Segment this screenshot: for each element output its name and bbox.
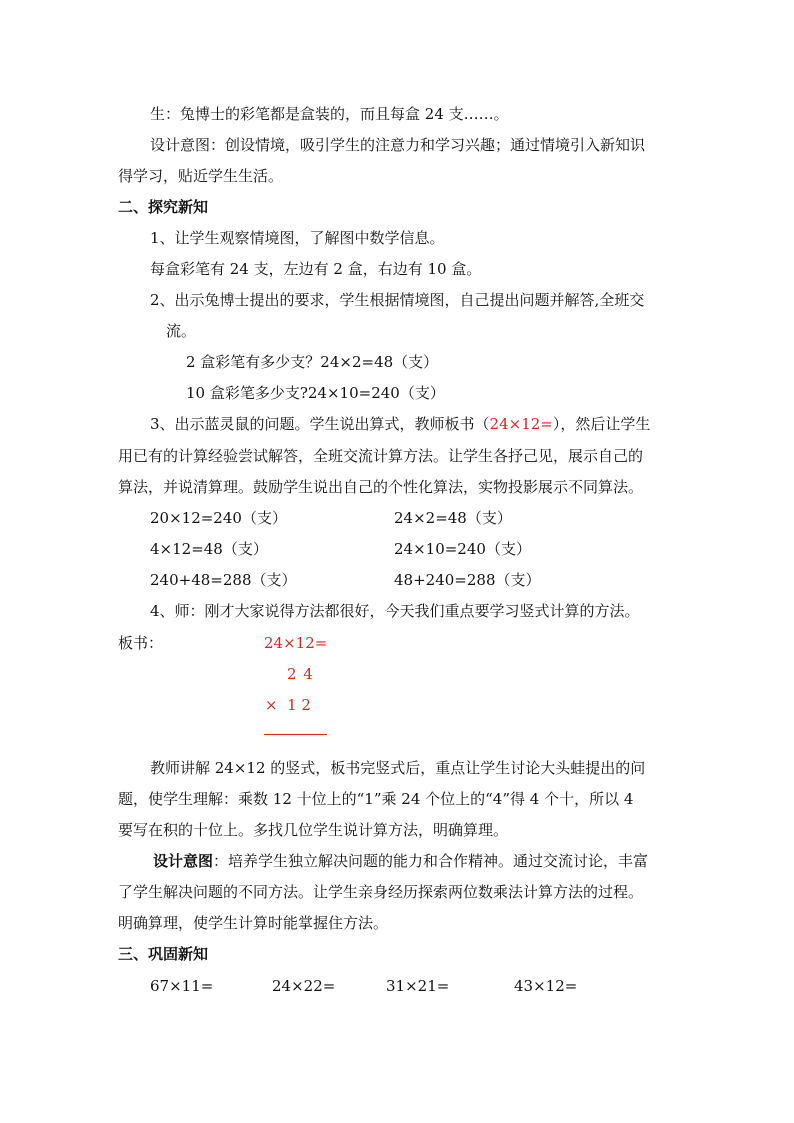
vertical-underline — [264, 734, 327, 735]
step3-line1 — [150, 414, 650, 434]
step2-line2: 流。 — [166, 322, 197, 340]
exercise-1: 67×11= — [150, 977, 214, 995]
step1: 1、让学生观察情境图，了解图中数学信息。 — [150, 229, 445, 247]
intro-line: 生：兔博士的彩笔都是盒装的，而且每盒 24 支……。 — [150, 105, 509, 123]
section2-heading: 二、探究新知 — [118, 198, 209, 216]
step3-line2: 用已有的计算经验尝试解答，全班交流计算方法。让学生各抒己见，展示自己的 — [118, 447, 644, 465]
step3-line1-a: 3、出示蓝灵鼠的问题。学生说出算式，教师板书（ — [150, 415, 490, 433]
exercise-2: 24×22= — [272, 977, 336, 995]
explain-line3: 要写在积的十位上。多找几位学生说计算方法，明确算理。 — [118, 821, 509, 839]
step1-info: 每盒彩笔有 24 支，左边有 2 盒，右边有 10 盒。 — [150, 260, 482, 278]
explain-line1: 教师讲解 24×12 的竖式，板书完竖式后，重点让学生讨论大头蛙提出的问 — [150, 759, 646, 777]
explain-line2: 题，使学生理解：乘数 12 十位上的“1”乘 24 个位上的“4”得 4 个十，所以 4 — [118, 790, 634, 808]
method-row3-right: 48+240=288（支） — [394, 571, 541, 589]
exercise-3: 31×21= — [386, 977, 450, 995]
exercise-4: 43×12= — [514, 977, 578, 995]
step2-line1: 2、出示兔博士提出的要求，学生根据情境图，自己提出问题并解答,全班交 — [150, 291, 645, 309]
method-row1-right: 24×2=48（支） — [394, 509, 512, 527]
vertical-top-number: 2 4 — [287, 665, 314, 683]
design-intent-2-line3: 明确算理，使学生计算时能掌握住方法。 — [118, 914, 389, 932]
question-2: 10 盒彩笔多少支?24×10=240（支） — [186, 384, 445, 402]
design-intent-1-line2: 得学习，贴近学生生活。 — [118, 167, 284, 185]
design-intent-2-line1 — [153, 851, 648, 871]
section3-heading: 三、巩固新知 — [118, 945, 209, 963]
design-intent-1-line1: 设计意图：创设情境，吸引学生的注意力和学习兴趣；通过情境引入新知识 — [150, 136, 646, 154]
method-row1-left: 20×12=240（支） — [150, 509, 287, 527]
method-row2-left: 4×12=48（支） — [150, 540, 268, 558]
step3-line3: 算法，并说清算理。鼓励学生说出自己的个性化算法，实物投影展示不同算法。 — [118, 478, 644, 496]
design-intent-2-label: 设计意图 — [153, 852, 214, 870]
design-intent-2-line1-rest: ：培养学生独立解决问题的能力和合作精神。通过交流讨论，丰富 — [213, 852, 649, 870]
method-row3-left: 240+48=288（支） — [150, 571, 297, 589]
step3-line1-b: ），然后让学生 — [552, 415, 651, 433]
vertical-multiply-row: × 1 2 — [265, 696, 311, 714]
question-1: 2 盒彩笔有多少支？24×2=48（支） — [186, 353, 439, 371]
board-label: 板书： — [118, 634, 164, 652]
method-row2-right: 24×10=240（支） — [394, 540, 531, 558]
step4: 4、师：刚才大家说得方法都很好，今天我们重点要学习竖式计算的方法。 — [150, 602, 640, 620]
step3-formula: 24×12= — [489, 415, 553, 433]
design-intent-2-line2: 了学生解决问题的不同方法。让学生亲身经历探索两位数乘法计算方法的过程。 — [118, 883, 644, 901]
board-formula: 24×12= — [264, 634, 328, 652]
